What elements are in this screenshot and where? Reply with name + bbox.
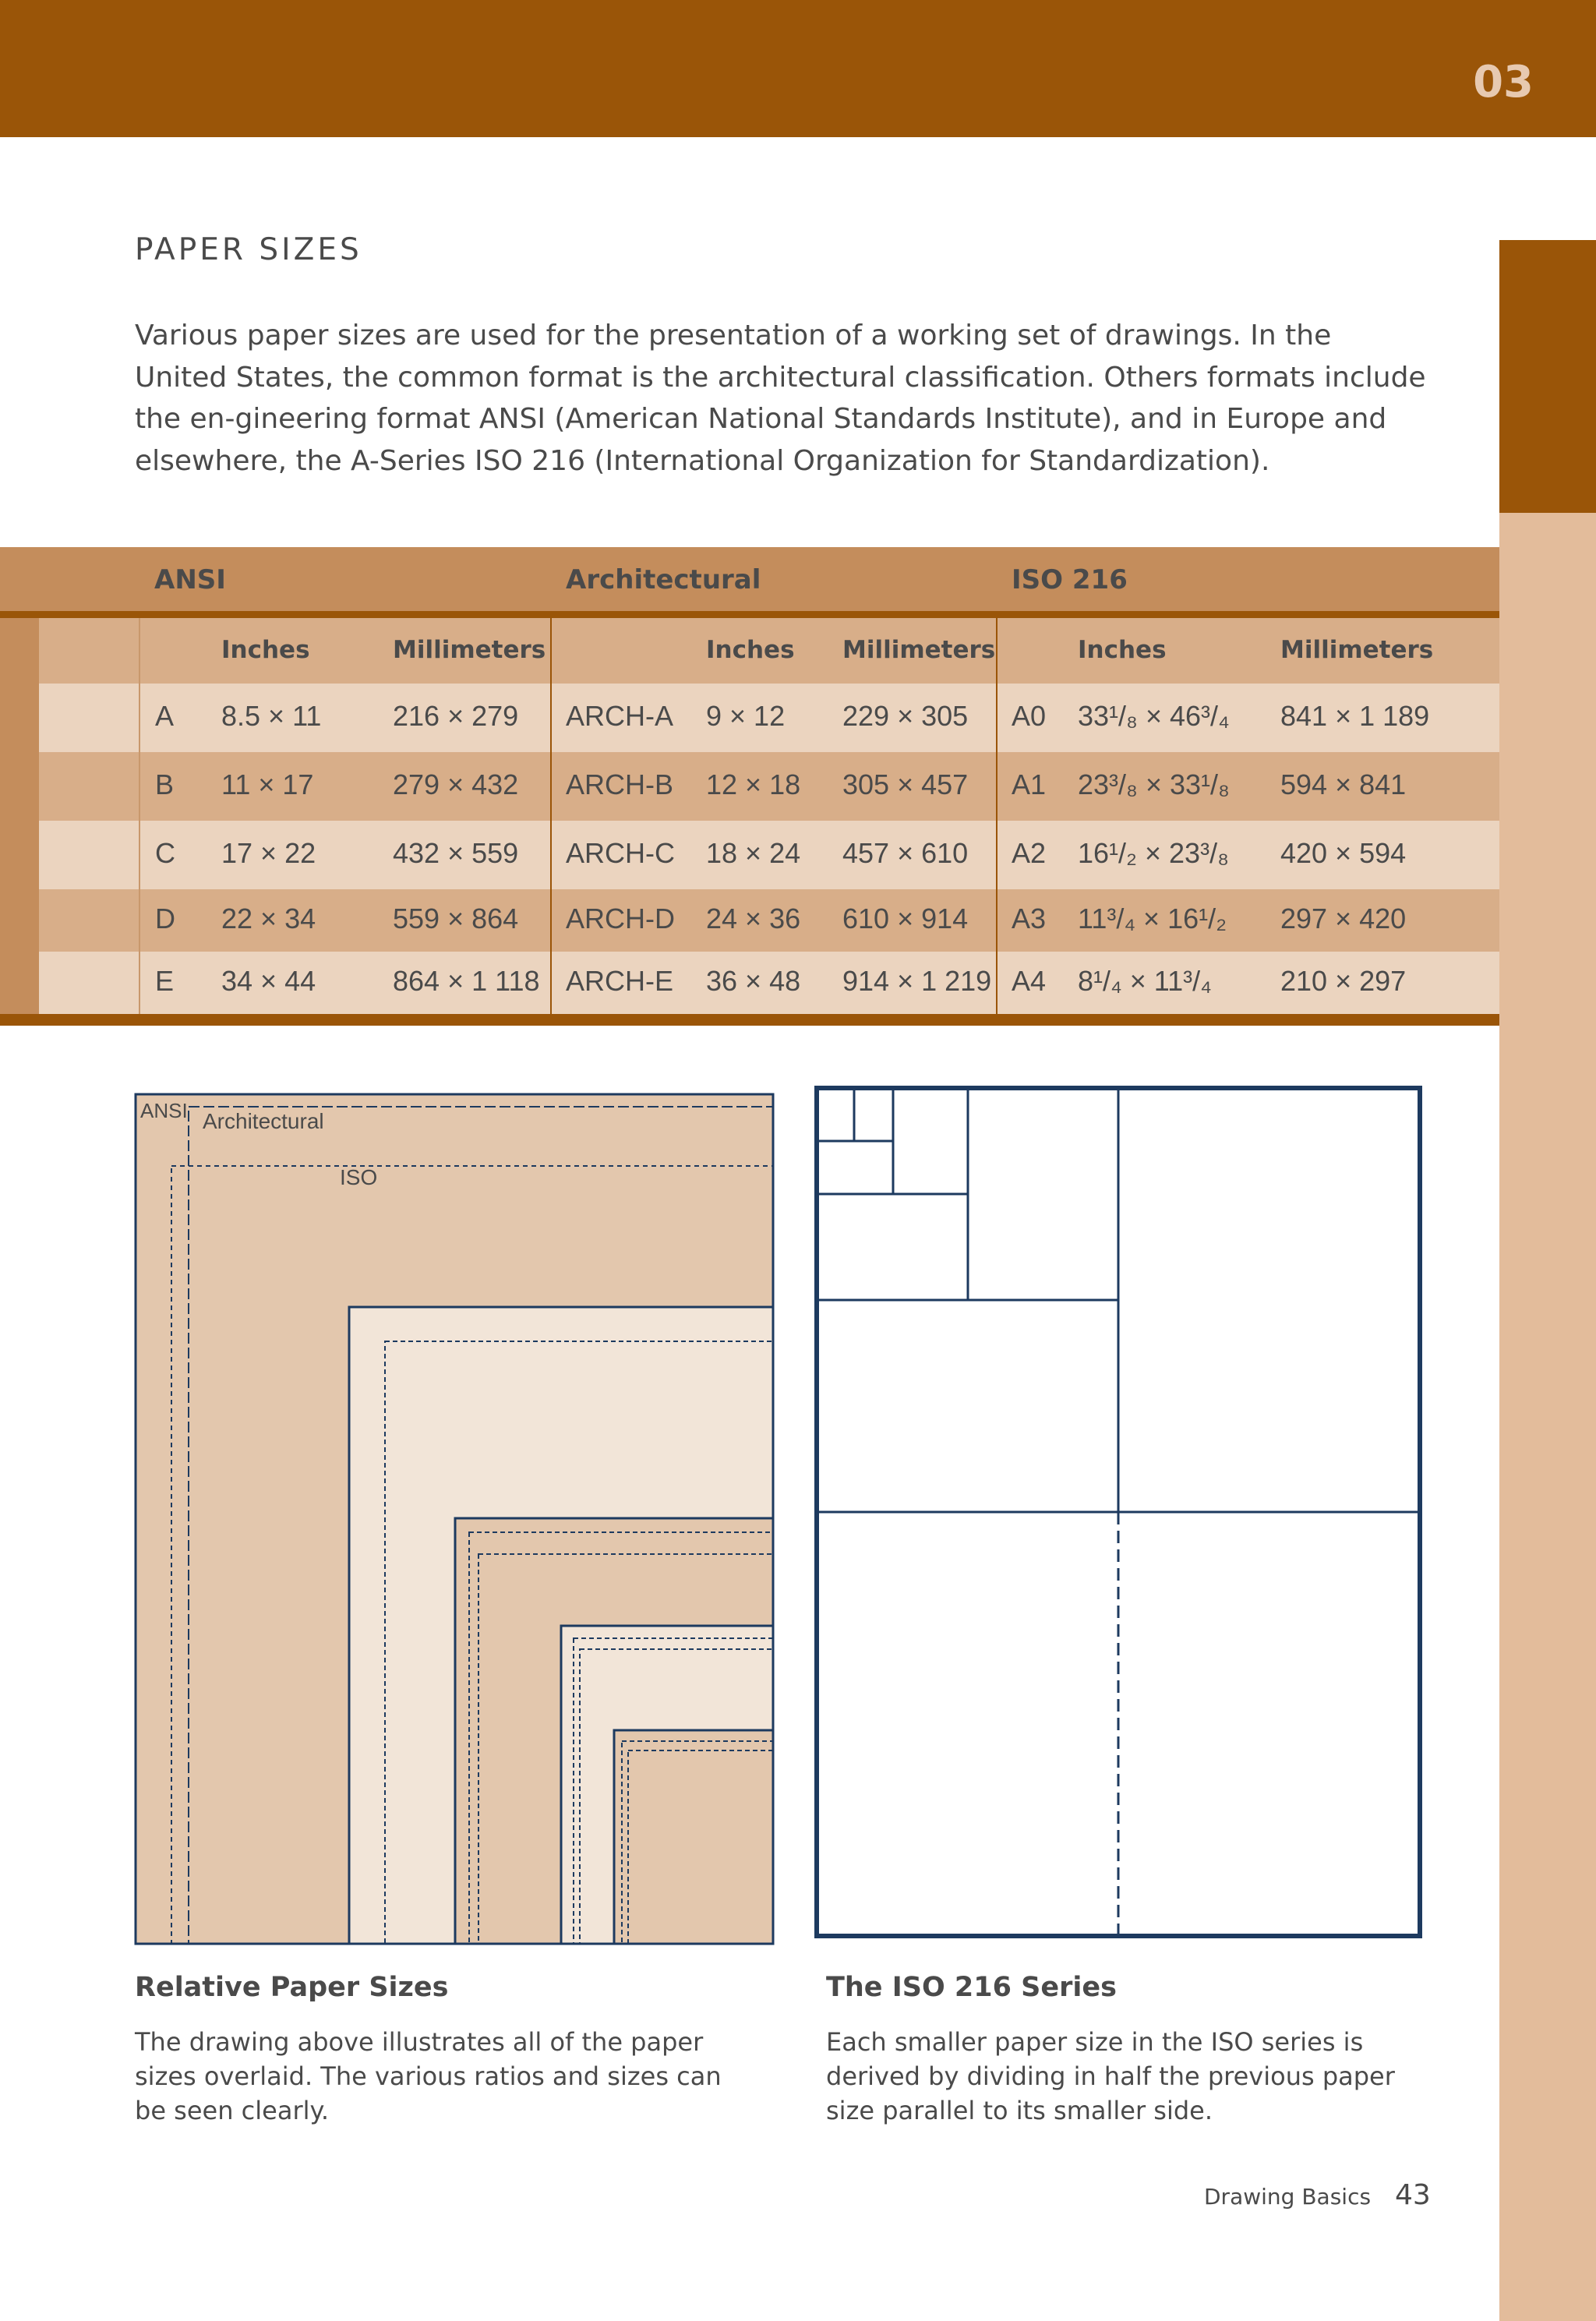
label-iso: ISO <box>340 1165 378 1189</box>
column-divider <box>996 618 998 1014</box>
column-divider <box>550 618 552 1014</box>
right-caption-title: The ISO 216 Series <box>826 1972 1117 2003</box>
cell-arch: ARCH-D <box>566 903 675 934</box>
cell-ansi: D <box>155 903 175 934</box>
header-bar <box>0 0 1596 137</box>
cell-ansi-mm: 559 × 864 <box>393 903 519 934</box>
cell-ansi: B <box>155 768 175 800</box>
cell-ansi: E <box>155 965 175 997</box>
cell-ansi-mm: 432 × 559 <box>393 837 519 869</box>
cell-ansi-mm: 864 × 1 118 <box>393 965 540 997</box>
group-architectural: Architectural <box>566 564 761 595</box>
cell-arch-mm: 610 × 914 <box>842 903 969 934</box>
cell-iso-mm: 297 × 420 <box>1280 903 1407 934</box>
paper-size-table <box>0 547 1499 1026</box>
chapter-number: 03 <box>1473 57 1534 108</box>
header-inches: Inches <box>1078 636 1167 664</box>
intro-paragraph: Various paper sizes are used for the presentation of a working set of drawings. In the United States, the common format is the architectural classification. Others formats include the en-gineering format ANSI (American National Standards Institute), and in Europe and elsewhere, the A-Series ISO 216 (International Organization for Standardization). <box>135 320 1426 477</box>
side-tab-light <box>1499 513 1596 2321</box>
header-millimeters: Millimeters <box>1280 636 1434 664</box>
cell-arch-in: 36 × 48 <box>706 965 801 997</box>
label-ansi: ANSI <box>140 1099 188 1122</box>
cell-iso-in: 23³/₈ × 33¹/₈ <box>1078 768 1230 800</box>
cell-ansi-in: 22 × 34 <box>221 903 316 934</box>
cell-arch: ARCH-E <box>566 965 674 997</box>
cell-ansi-mm: 216 × 279 <box>393 700 519 732</box>
ansi-a-sheet <box>614 1730 773 1944</box>
cell-arch-mm: 457 × 610 <box>842 837 969 869</box>
group-iso: ISO 216 <box>1012 564 1128 595</box>
cell-ansi: A <box>155 700 175 732</box>
cell-arch-in: 12 × 18 <box>706 768 801 800</box>
header-inches: Inches <box>706 636 795 664</box>
left-caption-title: Relative Paper Sizes <box>135 1972 449 2003</box>
cell-iso: A4 <box>1012 965 1047 997</box>
cell-ansi-mm: 279 × 432 <box>393 768 519 800</box>
section-title: PAPER SIZES <box>135 232 362 267</box>
cell-arch-in: 18 × 24 <box>706 837 801 869</box>
cell-iso: A1 <box>1012 768 1047 800</box>
cell-arch-in: 9 × 12 <box>706 700 786 732</box>
group-ansi: ANSI <box>154 564 226 595</box>
cell-iso: A0 <box>1012 700 1047 732</box>
header-inches: Inches <box>221 636 310 664</box>
cell-iso-mm: 210 × 297 <box>1280 965 1407 997</box>
table-rule-top <box>0 611 1499 618</box>
cell-iso-mm: 420 × 594 <box>1280 837 1407 869</box>
cell-iso: A2 <box>1012 837 1047 869</box>
relative-sizes-figure <box>132 1088 779 1947</box>
header-millimeters: Millimeters <box>842 636 996 664</box>
iso-series-figure <box>814 1085 1423 1939</box>
column-divider <box>139 618 140 1014</box>
cell-iso-in: 16¹/₂ × 23³/₈ <box>1078 837 1229 869</box>
cell-ansi-in: 17 × 22 <box>221 837 316 869</box>
cell-ansi-in: 34 × 44 <box>221 965 316 997</box>
left-caption-text: The drawing above illustrates all of the paper sizes overlaid. The various ratios and sizes can be seen clearly. <box>135 2027 722 2125</box>
cell-iso: A3 <box>1012 903 1047 934</box>
footer-label: Drawing Basics <box>1204 2184 1372 2210</box>
table-left-strip <box>0 618 39 1014</box>
cell-iso-mm: 841 × 1 189 <box>1280 700 1430 732</box>
cell-arch-mm: 305 × 457 <box>842 768 969 800</box>
cell-arch-mm: 229 × 305 <box>842 700 969 732</box>
side-tab-dark <box>1499 240 1596 513</box>
cell-arch: ARCH-C <box>566 837 675 869</box>
cell-iso-mm: 594 × 841 <box>1280 768 1407 800</box>
cell-iso-in: 8¹/₄ × 11³/₄ <box>1078 965 1212 997</box>
cell-arch-mm: 914 × 1 219 <box>842 965 992 997</box>
header-millimeters: Millimeters <box>393 636 546 664</box>
cell-iso-in: 33¹/₈ × 46³/₄ <box>1078 700 1230 732</box>
cell-ansi-in: 11 × 17 <box>221 768 314 800</box>
cell-arch: ARCH-A <box>566 700 674 732</box>
cell-arch-in: 24 × 36 <box>706 903 801 934</box>
cell-arch: ARCH-B <box>566 768 674 800</box>
cell-ansi: C <box>155 837 175 869</box>
table-rule-bottom <box>0 1014 1499 1026</box>
cell-iso-in: 11³/₄ × 16¹/₂ <box>1078 903 1227 934</box>
label-architectural: Architectural <box>203 1109 324 1133</box>
right-caption-text: Each smaller paper size in the ISO series is derived by dividing in half the previous paper size parallel to its smaller side. <box>826 2027 1395 2125</box>
page-number: 43 <box>1395 2179 1431 2211</box>
cell-ansi-in: 8.5 × 11 <box>221 700 322 732</box>
